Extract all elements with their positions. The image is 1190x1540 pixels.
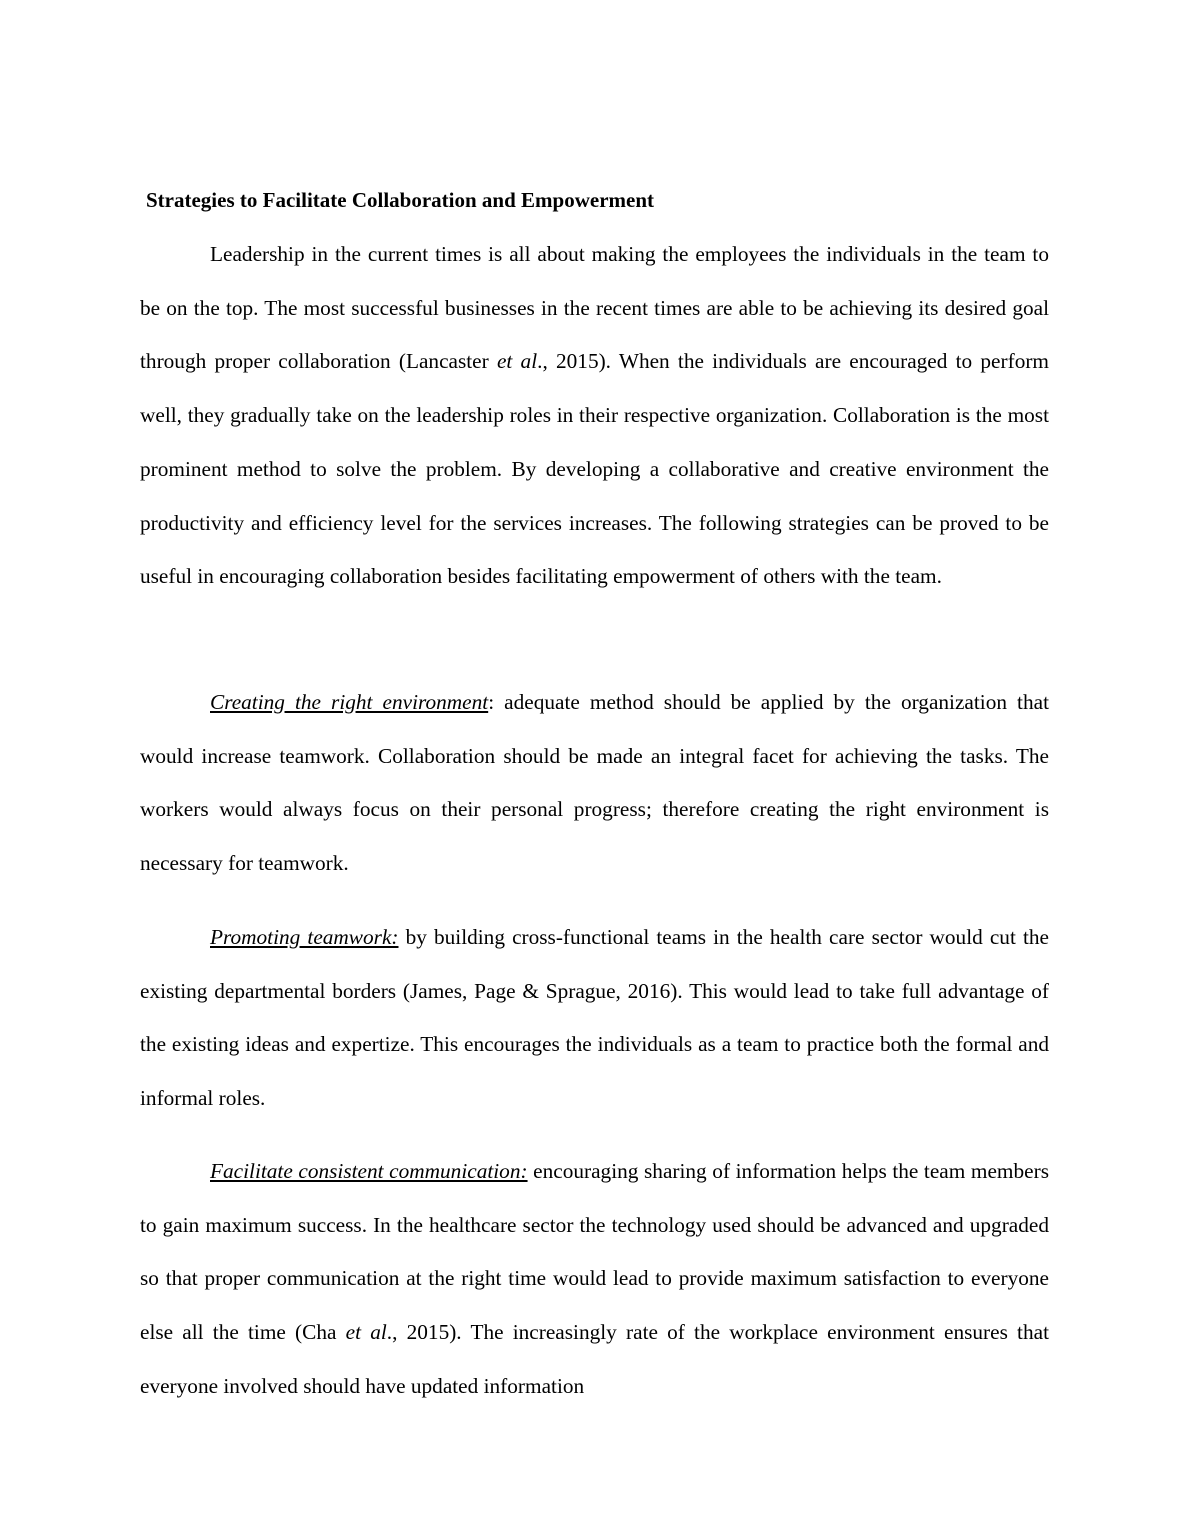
paragraph-text: by building cross-functional teams in the health care sector would cut the existing departmental borders (James, Page & Sprague, 2016). This would lead to take full advantage of the existing ideas and expertize. This encourages the individuals as a team to practice both the formal and informal roles. [140, 925, 1049, 1111]
paragraph-text: ., 2015). When the individuals are encouraged to perform well, they gradually take on the leadership roles in their respective organization. Collaboration is the most prominent method to solve the problem. By developing a collaborative and creative environment the productivity and efficiency level for the services increases. The following strategies can be proved to be useful in encouraging collaboration besides facilitating empowerment of others with the team. [140, 349, 1050, 589]
citation-et-al: et al [496, 349, 538, 374]
paragraph-communication [140, 1145, 1049, 1414]
paragraph-text: ., 2015). The increasingly rate of the workplace environment ensures that everyone involved should have updated information [140, 1320, 1049, 1398]
strategy-title: Creating the right environment [210, 690, 489, 714]
paragraph-text: Leadership in the current times is all about making the employees the individuals in the team to be on the top. The most successful businesses in the recent times are able to be achieving its desired goal through proper collaboration (Lancaster [140, 242, 1049, 374]
paragraph-text: : adequate method should be applied by the organization that would increase teamwork. Collaboration should be made an integral facet for achieving the tasks. The workers would always focus on their personal progress; therefore creating the right environment is necessary for teamwork. [140, 690, 1049, 876]
strategy-title: Facilitate consistent communication: [210, 1159, 528, 1183]
section-heading: Strategies to Facilitate Collaboration and Empowerment [146, 188, 655, 212]
strategy-title: Promoting teamwork: [210, 925, 399, 949]
citation-et-al: et al [345, 1320, 387, 1345]
paragraph-right-environment [140, 676, 1049, 891]
paragraph-intro [140, 228, 1049, 604]
paragraph-text: encouraging sharing of information helps the team members to gain maximum success. In the healthcare sector the technology used should be advanced and upgraded so that proper communication at the right time would lead to provide maximum satisfaction to everyone else all the time (Cha [140, 1159, 1049, 1345]
paragraph-promoting-teamwork [140, 911, 1049, 1126]
